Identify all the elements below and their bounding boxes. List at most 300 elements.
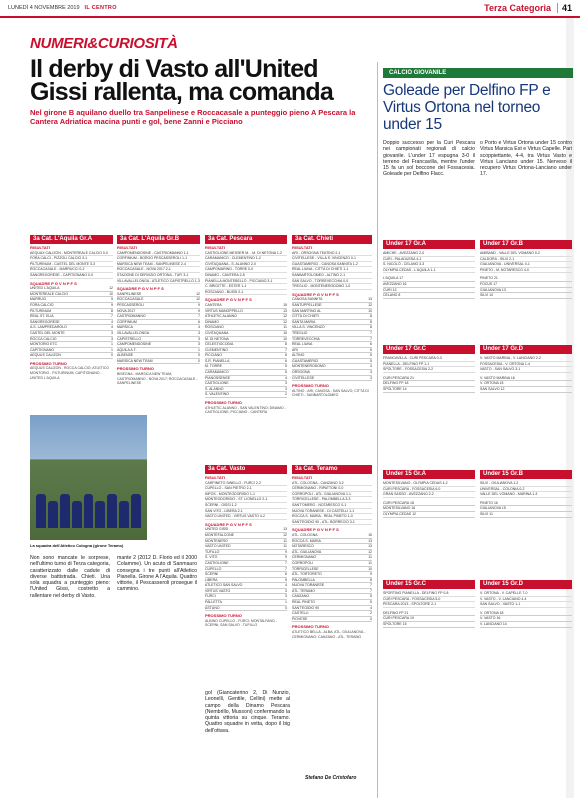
result-row: CUPELLO - SAN PIETRO 2-1 — [205, 486, 287, 492]
team-points: 8 — [111, 308, 113, 313]
team-name: SAN MARTINO AL — [292, 308, 322, 313]
youth-result-row: UNIVERSAL - COLONIA 0-2 — [480, 487, 572, 493]
youth-standings-row: PINETO 21 — [480, 276, 572, 282]
result-row: SANT'OMERO - NOTARESCO 0-1 — [292, 503, 372, 509]
team-points: 1 — [285, 600, 287, 605]
team-name: ATHLETIC ALANNO — [205, 314, 237, 319]
standings-table — [292, 293, 372, 382]
youth-standings-row: FOCUS 17 — [480, 282, 572, 288]
results-label: RISULTATI — [117, 245, 137, 250]
team-points: 11 — [283, 325, 287, 330]
youth-result-row: PINETO - M. NOTARESCO 4-0 — [480, 268, 572, 274]
result-row: AEQUAX CALIZON - MONTEREALE CALCIO 0-0 — [30, 251, 113, 257]
next-round-label: PROSSIMO TURNO — [30, 360, 67, 366]
group-box — [292, 476, 372, 639]
result-row: TREGLIO - MONTENERODOMO 1-0 — [292, 284, 372, 290]
team-name: PICCIANO — [205, 353, 222, 358]
team-name: GUASTAMERICI — [292, 358, 319, 363]
youth-result-row: SAN SALVO - VASTO 1-1 — [480, 602, 572, 608]
team-name: REAL PINETO — [292, 600, 315, 605]
team-name: ATL. GIULIANOVA — [292, 549, 322, 554]
youth-standings-row: V. VASTO MARINA 16 — [480, 376, 572, 382]
team-name: SANTUPPELLESE — [292, 302, 322, 307]
youth-group-title: Under 15 Gr.B — [480, 470, 572, 479]
team-points: 8 — [370, 325, 372, 330]
team-name: CARAMANICO — [205, 370, 229, 375]
team-points: 13 — [283, 308, 287, 313]
team-points: 11 — [368, 555, 372, 560]
team-name: MARRUCI — [30, 297, 47, 302]
team-name: CIVITELLESE — [292, 375, 315, 380]
youth-result-row: PIANELLA - DELFINO FP 1-1 — [383, 362, 475, 368]
youth-standings-row: OLYMPIA CEDAS 12 — [383, 512, 475, 518]
result-row: REAL LIUNA - CITTÀ DI CHIETI 1-1 — [292, 267, 372, 273]
team-points: 6 — [198, 319, 200, 324]
team-name: CORROPOLI — [292, 560, 314, 565]
youth-standings-row: GIULIANOVA 15 — [480, 506, 572, 512]
team-name: SANTA MARIA — [292, 319, 316, 324]
team-points: 9 — [285, 549, 287, 554]
team-photo — [30, 415, 147, 540]
youth-result-row: AMIBAND - VALLE DEL VOMANO 0-2 — [480, 251, 572, 257]
team-name: CASTIGLIONE — [205, 560, 229, 565]
next-round-label: PROSSIMO TURNO — [292, 624, 329, 630]
team-points: 7 — [370, 583, 372, 588]
group-title: 3a Cat. Chieti — [292, 235, 372, 244]
youth-standings — [480, 376, 572, 393]
next-round-text: ALTINO - ARI; CANOSA - SAN SALVO; CITTÀ DI CHIETI - SANBARTOLOMEO — [292, 388, 369, 398]
youth-standings-row: V. ORTONA 15 — [480, 381, 572, 387]
team-name: NUOVA TORANESE — [292, 583, 325, 588]
result-row: ROCCACASALE - MARRUCCI 0-2 — [30, 267, 113, 273]
article-author: Stefano De Cristofaro — [305, 775, 357, 781]
youth-standings-row: AVEZZANO 16 — [383, 282, 475, 288]
team-points: 7 — [285, 347, 287, 352]
team-name: MARSICA — [117, 325, 133, 330]
team-points: 1 — [198, 347, 200, 352]
team-points: 2 — [285, 392, 287, 397]
team-points: 11 — [368, 560, 372, 565]
team-points: 0 — [198, 353, 200, 358]
result-row: MONTEODORISIO - ST. LIONELLO 2-1 — [205, 497, 287, 503]
next-round — [205, 614, 287, 628]
next-round-text: ATHLETIC ALANNO - SAN VALENTINO; DINAMO - CASTIGLIONE; PICCIANO - CANTERA — [205, 405, 286, 415]
team-name: MONTORIO ETC — [30, 342, 58, 347]
team-name: MONTENERO — [205, 538, 228, 543]
team-points: 3 — [198, 330, 200, 335]
team-name: VASTO UNITED — [205, 544, 231, 549]
result-row: STAZIONE DI SERVIZIO ORTONA - TUFI 3-1 — [117, 273, 200, 279]
youth-standings-row: SPOLTORE 15 — [383, 622, 475, 628]
team-name: ATL. TERAMO — [292, 588, 316, 593]
standings-header: SQUADRE P G V N P F S — [117, 286, 164, 292]
team-name: ROCCA S. MARIA — [292, 538, 321, 543]
team-points: 12 — [196, 297, 200, 302]
result-row: ATL. COLOGNA - CANZANO 3-2 — [292, 481, 372, 487]
team-name: UNITED GISSI — [205, 527, 229, 532]
team-points: 9 — [198, 308, 200, 313]
team-points: 13 — [368, 538, 372, 543]
youth-standings — [480, 501, 572, 518]
youth-group-box — [480, 481, 572, 518]
result-row: VILLAVALLELONGA - ATLETICO CAPISTRELLO 1-3 — [117, 278, 200, 283]
page-header — [0, 0, 580, 18]
team-points: 9 — [370, 572, 372, 577]
team-points: 6 — [370, 342, 372, 347]
next-round — [30, 362, 113, 380]
youth-result-row: CALDORA - SILVI 2-1 — [480, 257, 572, 263]
group-title: 3a Cat. Pescara — [205, 235, 287, 244]
youth-body-left: Doppio successo per la Curi Pescara nei campionati regionali di calcio giovanile. L'under 17 espugna 3-0 il terreno del Francavilla, mentre l'under 15 fa un sol boccone del Fossacesia. Goleade per Delfino Flacc. — [383, 140, 475, 178]
group-box — [205, 246, 287, 415]
team-points: 4 — [370, 605, 372, 610]
group-box — [30, 246, 113, 380]
youth-result-row: PESCARA 2013 - SPOLTORE 2-1 — [383, 602, 475, 608]
team-name: AQUILA A.T. — [117, 347, 137, 352]
team-name: TORREVECCHIA — [292, 336, 320, 341]
team-points: 5 — [370, 358, 372, 363]
standings-table — [292, 528, 372, 622]
team-name: ALBENSE — [117, 353, 134, 358]
results-label: RISULTATI — [292, 475, 312, 480]
team-name: ALTINO — [292, 353, 305, 358]
standings-table — [30, 282, 113, 359]
team-points: 3 — [198, 336, 200, 341]
group-title: 3a Cat. L'Aquila Gr.B — [117, 235, 200, 244]
result-row: ROCCA S. MARIA - REAL PINETO 1-0 — [292, 514, 372, 520]
team-points: 7 — [111, 314, 113, 319]
header-page-number: 41 — [557, 3, 572, 13]
team-name: CANOSA SANNITA — [292, 297, 323, 302]
youth-group-title: Under 17 Gr.C — [383, 345, 475, 354]
team-points: 2 — [370, 611, 372, 616]
next-round — [292, 384, 372, 398]
youth-result-row: V. ORTONA - V. CAPELLE 7-0 — [480, 591, 572, 597]
team-name: CAPISTRELLO — [117, 336, 142, 341]
team-name: CANTERA — [205, 302, 222, 307]
youth-standings — [383, 276, 475, 298]
standings-row — [292, 376, 372, 382]
youth-standings — [383, 501, 475, 518]
team-name: ORSOGNA — [292, 370, 310, 375]
team-points: 5 — [370, 347, 372, 352]
team-name: PALLETTA — [205, 600, 222, 605]
team-name: VILLA S. VINCENZO — [292, 325, 325, 330]
youth-standings-row: DELFINO FP 21 — [383, 611, 475, 617]
team-name: S. VALENTINO — [205, 392, 229, 397]
youth-result-row: S. NICOLÒ - CELANO 3-3 — [383, 262, 475, 268]
article-kicker: NUMERI&CURIOSITÀ — [30, 35, 178, 52]
results-label: RISULTATI — [30, 245, 50, 250]
header-section: Terza Categoria — [484, 3, 551, 13]
team-name: S. VITO — [205, 555, 218, 560]
youth-standings-row: DELFINO FP 18 — [383, 381, 475, 387]
team-points: 7 — [285, 560, 287, 565]
team-name: A.S. LAMPREDAROLO — [30, 325, 67, 330]
team-points: 8 — [285, 342, 287, 347]
standings-row — [292, 617, 372, 623]
team-points: 8 — [370, 319, 372, 324]
next-round-label: PROSSIMO TURNO — [205, 400, 242, 406]
team-points: 6 — [285, 353, 287, 358]
team-name: REAL LIUNA — [292, 342, 313, 347]
result-row: SAN SALVO - TORREVECCHIA 0-0 — [292, 279, 372, 285]
article-body-col3: gol (Giancaterino 2, Di Nunzio, Leonelli, Gentile, Cellini) mette al campo della Dinamo Pescara (Nembrillo, Mussoni) confermando la quinta vittoria su cinque. Teramo. Quattro squadre in vetta, dopo il big dell'ottava. — [205, 690, 290, 734]
team-points: 5 — [370, 594, 372, 599]
group-title: 3a Cat. L'Aquila Gr.A — [30, 235, 113, 244]
youth-standings-row: CELANO 8 — [383, 293, 475, 299]
team-points: 3 — [285, 381, 287, 386]
youth-result-row: CURI PESCARA - FOSSACESIA 6-0 — [383, 487, 475, 493]
team-points: 15 — [283, 302, 287, 307]
team-points: 5 — [370, 353, 372, 358]
next-round — [292, 625, 372, 639]
result-row: C. BRIGITTE - ESTER 1-1 — [205, 284, 287, 290]
team-name: PIANOSSENSE — [205, 375, 231, 380]
team-name: AEQUUS CALIZON — [30, 353, 61, 358]
team-points: 3 — [370, 375, 372, 380]
team-points: 3 — [285, 594, 287, 599]
team-name: MARSICA NEW TEAM — [117, 358, 153, 363]
standings-header: SQUADRE P G V N P F S — [292, 291, 339, 297]
team-name: CASTEL DEL MONTE — [30, 330, 65, 335]
next-round-label: PROSSIMO TURNO — [292, 383, 329, 389]
youth-result-row: OLYMPIA CEDAS - L'AQUILA 1-1 — [383, 268, 475, 274]
team-name: CAPITIGNANO — [30, 347, 55, 352]
team-name: PESCASSEROLI — [117, 302, 145, 307]
standings-row — [205, 392, 287, 398]
youth-group-title: Under 17 Gr.A — [383, 240, 475, 249]
result-row: VASTO UNITED - VIRTUS VASTO 4-2 — [205, 514, 287, 520]
youth-group-box — [383, 481, 475, 518]
team-name: CERMIGNANO — [292, 555, 317, 560]
team-name: NOTARESCO — [292, 544, 314, 549]
team-name: TREGLIO — [292, 330, 308, 335]
next-round-text: AEQUUS CALIZON - ROCCA CALCIO; ATLETICO MONTORIO - PILTURINUM; CAPITIGNANO - UNITED L'AQUILA — [30, 366, 110, 380]
header-paper: IL CENTRO — [84, 5, 117, 11]
youth-standings-row: V. ORTONA 18 — [480, 611, 572, 617]
team-name: ARI — [292, 347, 298, 352]
youth-standings-row: MONTESILVANO 16 — [383, 506, 475, 512]
standings-row — [205, 606, 287, 612]
team-name: SANGREGORESE — [30, 319, 60, 324]
youth-standings-row: V. VASTO 16 — [480, 616, 572, 622]
team-name: S. ALANNO — [205, 386, 224, 391]
team-points: 7 — [370, 588, 372, 593]
next-round — [117, 367, 200, 385]
team-name: VIRTUS VASTO — [205, 588, 231, 593]
team-points: 7 — [370, 330, 372, 335]
team-name: ASTUNO — [205, 605, 220, 610]
team-points: 4 — [111, 325, 113, 330]
team-points: 5 — [285, 364, 287, 369]
result-row: CORFINIUM - BORGO PESCASSEROLI 1-1 — [117, 256, 200, 262]
results-label: RISULTATI — [205, 245, 225, 250]
team-name: UNITED L'AQUILA — [30, 286, 60, 291]
article-subtitle: Nel girone B aquilano duello tra Sanpelinese e Roccacasale a punteggio pieno A Pescara la Cantera Adriatica macina punti e gol, bene Zanni e Picciano — [30, 108, 356, 126]
team-points: 9 — [198, 302, 200, 307]
team-name: ATL. TORTORETO — [292, 572, 322, 577]
team-name: VIRTUS MANOPPELLO — [205, 308, 243, 313]
team-name: M. TORRE — [205, 364, 222, 369]
team-name: CLEMENTINO — [205, 347, 228, 352]
team-name: ATL. COLOGNA — [292, 532, 318, 537]
team-points: 7 — [370, 336, 372, 341]
team-points: 9 — [111, 302, 113, 307]
team-points: 3 — [111, 336, 113, 341]
youth-group-box — [383, 591, 475, 628]
team-points: 12 — [196, 291, 200, 296]
result-row: CARPINETO SINELLO - FURCI 2-2 — [205, 481, 287, 487]
youth-group-title: Under 15 Gr.D — [480, 580, 572, 589]
youth-group-box — [480, 356, 572, 393]
youth-standings-row: V. LANCIANO 14 — [480, 622, 572, 628]
youth-standings — [480, 276, 572, 298]
next-round-text: BISEGNA - MARSICA NEW TEAM; CASTRIOMANNO - NOVA 2017; ROCCACASALE - SANPELINESE — [117, 372, 198, 386]
team-name: FORA CALCIO — [30, 302, 54, 307]
team-points: 12 — [109, 286, 113, 291]
team-points: 11 — [283, 538, 287, 543]
result-row: CORROPOLI - ATL. GIULIANOVA 1-1 — [292, 492, 372, 498]
team-name: ROCCA CALCIO — [30, 336, 57, 341]
group-box — [117, 246, 200, 386]
team-name: M. DI NETONA — [205, 336, 229, 341]
result-row: ROSCIANO - BUSSI 0-1 — [205, 290, 287, 296]
team-points: 12 — [283, 319, 287, 324]
result-row: DINAMO - CANTERA 2-8 — [205, 273, 287, 279]
result-row: SANGREGORESE - CAPITIGNANO 0-0 — [30, 273, 113, 279]
youth-group-box — [383, 356, 475, 393]
youth-standings-row: SILVI 10 — [480, 293, 572, 299]
result-row: ARI - ORSOGNA TEATINO 2-1 — [292, 251, 372, 257]
youth-result-row: MONTESILVANO - OLYMPIA CEDAS 4-2 — [383, 481, 475, 487]
youth-result-row: SPOLTORE - FOSSACESIA 2-2 — [383, 367, 475, 373]
team-name: SANPELINESE — [117, 291, 142, 296]
team-name: CELESTIOCODIA — [205, 342, 234, 347]
team-name: ROSCIANO — [205, 325, 224, 330]
next-round — [205, 401, 287, 415]
team-points: 4 — [285, 375, 287, 380]
result-row: CAMPOMENDOSINE - CASTRIOMANNO 1-1 — [117, 251, 200, 257]
results-label: RISULTATI — [292, 245, 312, 250]
team-points: 13 — [283, 527, 287, 532]
team-name: CASTRIOMANNO — [117, 314, 146, 319]
team-name: PILTURINUM — [30, 308, 52, 313]
result-row: PIANELLA MONTEBELLO - PICCIANO 3-1 — [205, 279, 287, 285]
team-name: SANT'EGIDIO 90 — [292, 605, 320, 610]
team-points: 1 — [111, 342, 113, 347]
team-name: S.R. PIANELLA — [205, 358, 230, 363]
youth-group-box — [383, 251, 475, 299]
youth-group-title: Under 17 Gr.D — [480, 345, 572, 354]
standings-row — [30, 353, 113, 359]
group-box — [292, 246, 372, 398]
team-name: SCERNI — [205, 572, 219, 577]
team-points: 5 — [370, 600, 372, 605]
team-name: CASTIGLIONE — [205, 381, 229, 386]
youth-standings — [480, 611, 572, 628]
standings-header: SQUADRE P G V N P F S — [205, 521, 252, 527]
standings-table — [205, 298, 287, 398]
youth-result-row: AMICHE - AVEZZANO 2-0 — [383, 251, 475, 257]
team-points: 0 — [285, 605, 287, 610]
youth-result-row: CURI - PALADUSSA 4-1 — [383, 257, 475, 263]
result-row: TORRICELLESE - PALOMBELLA 3-3 — [292, 497, 372, 503]
youth-standings — [383, 611, 475, 628]
team-points: 4 — [111, 319, 113, 324]
team-points: 4 — [370, 364, 372, 369]
team-points: 3 — [198, 342, 200, 347]
team-name: REAL ST. ELIA — [30, 314, 54, 319]
group-title: 3a Cat. Vasto — [205, 465, 287, 474]
youth-standings-row: L'AQUILA 17 — [383, 276, 475, 282]
team-points: 0 — [198, 358, 200, 363]
result-row: SANBARTOLOMEO - ALTINO 2-1 — [292, 273, 372, 279]
youth-result-row: GRAN SASSO - AVEZZANO 2-2 — [383, 492, 475, 498]
result-row: FORA CALCI - PIZZOLI CALCIO 3-1 — [30, 256, 113, 262]
next-round-label: PROSSIMO TURNO — [117, 366, 154, 372]
youth-result-row: V. VASTO MARINA - V. LANCIANO 2-2 — [480, 356, 572, 362]
team-name: CANZANO — [292, 594, 310, 599]
team-points: 10 — [109, 291, 113, 296]
team-points: 10 — [368, 566, 372, 571]
team-points: 6 — [285, 572, 287, 577]
result-row: CAMPOMARINO - TORRE 0-0 — [205, 267, 287, 273]
standings-header: SQUADRE P G V N P F S — [30, 280, 77, 286]
youth-standings-row: CURI PESCARA 18 — [383, 501, 475, 507]
team-name: CAMPOMENDOSINE — [117, 342, 152, 347]
result-row: CASTIGLIONE MESSER M. - M. DI NETONA 1-2 — [205, 251, 287, 257]
youth-group-title: Under 15 Gr.C — [383, 580, 475, 589]
result-row: SANT'EGIDIO 90 - ATL. BORRECIO 3-1 — [292, 520, 372, 526]
team-name: PIOVESE — [292, 616, 308, 621]
result-row: GUASTAMERICI - CANOSA SANNITA 1-2 — [292, 262, 372, 268]
team-points: 5 — [285, 577, 287, 582]
youth-result-row: FOSSACESIA - V. ORTONA 1-4 — [480, 362, 572, 368]
next-round-text: ALBINO CUPELLO - FURCI; MONTALFANO - SCERNI; SAN SALVO - TUFILLO — [205, 618, 277, 628]
next-round-text: ATLETICO BELLA - ALBA; ATL. GIULIANOVA - CERMIGNANO; CANZANO - ATL. TERAMO — [292, 630, 366, 639]
result-row: CARAMANICO - CLEMENTINO 1-2 — [205, 256, 287, 262]
team-points: 12 — [368, 549, 372, 554]
team-name: ATLETICO SAN SALVO — [205, 583, 243, 588]
team-points: 3 — [285, 588, 287, 593]
standings-row — [117, 359, 200, 365]
standings-header: SQUADRE P G V N P F S — [292, 527, 339, 533]
article-title: Il derby di Vasto all'United Gissi rallenta, ma comanda — [30, 55, 333, 106]
team-points: 12 — [283, 314, 287, 319]
team-name: PALOMBELLA — [292, 577, 315, 582]
article-body-col1: Non sono mancate le sorprese, nell'ultimo turno di Terza categoria, caratterizzato dalle cadute di diverse battistrada. Chieti. Una sola squadra a punteggio pieno: l'United Gissi, costretto a rallentare nel derby di Vasto. — [30, 555, 110, 599]
page-side-strip — [566, 18, 574, 798]
youth-standings — [383, 376, 475, 393]
team-name: TUFILLO — [205, 549, 220, 554]
group-title: 3a Cat. Teramo — [292, 465, 372, 474]
youth-standings-row: SPOLTORE 14 — [383, 387, 475, 393]
team-points: 0 — [370, 616, 372, 621]
team-points: 3 — [111, 330, 113, 335]
column-divider — [377, 62, 378, 798]
team-points: 0 — [111, 353, 113, 358]
result-row: SAN VITO - LIBERA 2-1 — [205, 509, 287, 515]
youth-standings-row: CURI PESCARA 21 — [383, 376, 475, 382]
youth-result-row: FRANCAVILLA - CURI PESCARA 0-3 — [383, 356, 475, 362]
youth-standings-row: PINETO 16 — [480, 501, 572, 507]
group-box — [205, 476, 287, 628]
youth-standings-row: GIULIANOVA 13 — [480, 288, 572, 294]
result-row: PILTURINUM - CASTEL DEL MONTE 3-3 — [30, 262, 113, 268]
article-body-col2: mante 2 (2012 D. Florio ed il 2000 Colamme). Un acuto di Sanmauro consegna i tre punti all'Atletico Pianella. Girone A l'Aquila. Quattro vittorie, il Pescasseroli prosegue il cammino. — [117, 555, 197, 593]
team-name: FURCI — [205, 594, 216, 599]
